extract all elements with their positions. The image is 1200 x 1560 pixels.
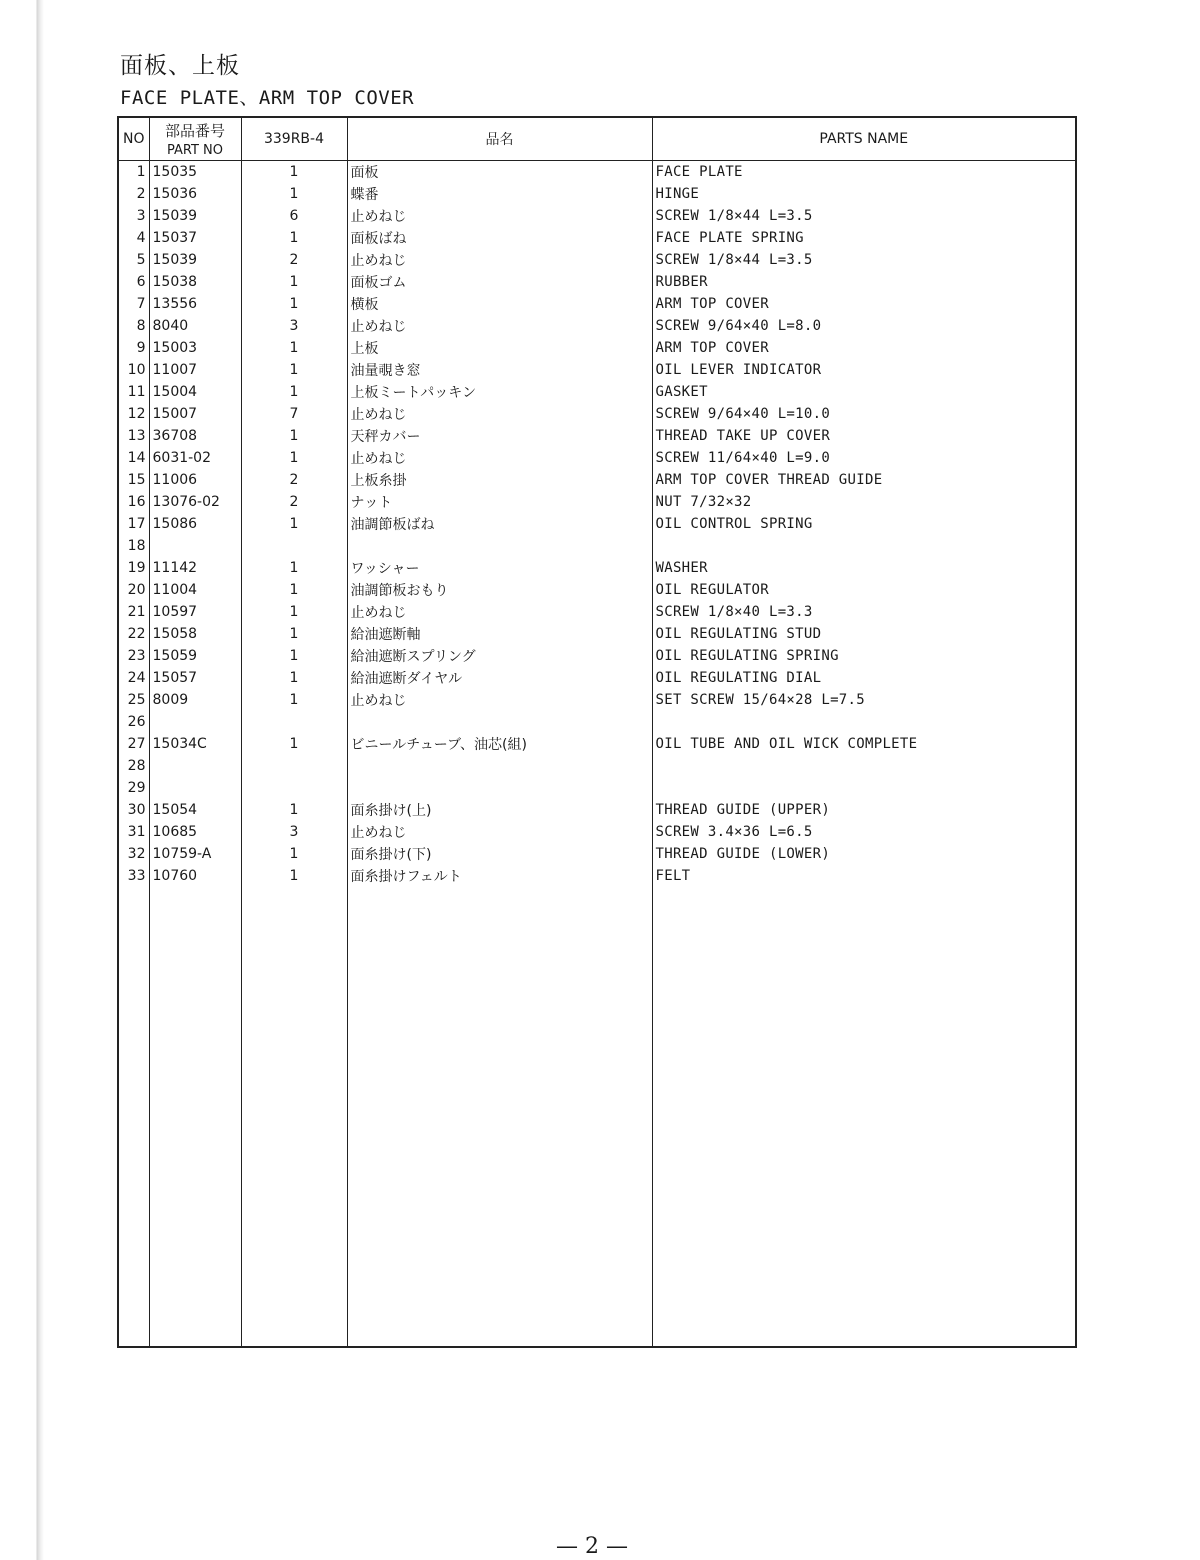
part-number: 15035 [149,161,241,184]
name-jp: 止めねじ [347,601,652,623]
row-no: 13 [119,425,149,447]
name-jp: 蝶番 [347,183,652,205]
table-row [119,601,1075,623]
quantity: 1 [241,337,347,359]
table-header-row [119,118,1075,161]
part-number: 15058 [149,623,241,645]
name-en: OIL CONTROL SPRING [655,516,813,532]
table-row [119,821,1075,843]
filler-cell [119,887,149,1346]
scan-edge [0,0,44,1560]
row-no: 33 [119,865,149,887]
quantity: 2 [241,491,347,513]
table-row [119,843,1075,865]
filler-cell [149,887,241,1346]
quantity: 2 [241,249,347,271]
part-number: 15004 [149,381,241,403]
quantity [241,755,347,777]
table-row [119,799,1075,821]
row-no: 28 [119,755,149,777]
filler-cell [241,887,347,1346]
table-row [119,865,1075,887]
part-number: 15054 [149,799,241,821]
part-number: 15086 [149,513,241,535]
row-no: 15 [119,469,149,491]
part-number: 15039 [149,249,241,271]
quantity: 1 [241,667,347,689]
part-number: 15038 [149,271,241,293]
row-no: 10 [119,359,149,381]
quantity: 3 [241,315,347,337]
row-no: 11 [119,381,149,403]
part-number [149,535,241,557]
table-row [119,271,1075,293]
name-en: THREAD TAKE UP COVER [655,428,831,444]
name-en: WASHER [655,560,708,576]
quantity: 3 [241,821,347,843]
table-row [119,227,1075,249]
row-no: 27 [119,733,149,755]
quantity: 1 [241,381,347,403]
part-number: 15057 [149,667,241,689]
name-jp: 止めねじ [347,315,652,337]
part-number: 8009 [149,689,241,711]
part-number: 15039 [149,205,241,227]
table-row [119,623,1075,645]
quantity: 1 [241,689,347,711]
name-jp: 横板 [347,293,652,315]
name-en: OIL TUBE AND OIL WICK COMPLETE [655,736,918,752]
name-jp: 天秤カバー [347,425,652,447]
quantity: 1 [241,601,347,623]
name-en [652,755,1075,777]
parts-table [119,118,1075,1346]
page-title-jp: 面板、上板 [120,53,240,79]
row-no: 25 [119,689,149,711]
filler-cell [347,887,652,1346]
part-number: 15036 [149,183,241,205]
part-number: 11142 [149,557,241,579]
header-name-jp: 品名 [347,118,652,161]
quantity: 1 [241,557,347,579]
part-number: 15007 [149,403,241,425]
quantity [241,777,347,799]
table-row [119,425,1075,447]
table-row [119,557,1075,579]
name-jp: 給油遮断スプリング [347,645,652,667]
quantity: 1 [241,271,347,293]
row-no: 23 [119,645,149,667]
name-jp: 面糸掛け(下) [347,843,652,865]
name-jp [347,755,652,777]
part-number: 10597 [149,601,241,623]
name-en: NUT 7/32×32 [655,494,752,510]
table-row [119,447,1075,469]
quantity: 1 [241,161,347,184]
row-no: 9 [119,337,149,359]
name-en: SCREW 1/8×40 L=3.3 [655,604,813,620]
part-number: 36708 [149,425,241,447]
part-number: 13076-02 [149,491,241,513]
name-en: SET SCREW 15/64×28 L=7.5 [655,692,865,708]
table-row [119,293,1075,315]
table-row [119,205,1075,227]
name-jp: 上板糸掛 [347,469,652,491]
table-row [119,337,1075,359]
name-jp: 面板 [347,161,652,184]
row-no: 14 [119,447,149,469]
quantity: 1 [241,359,347,381]
table-row [119,579,1075,601]
row-no: 26 [119,711,149,733]
name-jp: ワッシャー [347,557,652,579]
name-en: ARM TOP COVER [655,296,769,312]
quantity: 1 [241,579,347,601]
header-no: NO [119,118,149,161]
name-en: HINGE [655,186,700,202]
name-en: ARM TOP COVER [655,340,769,356]
row-no: 30 [119,799,149,821]
name-jp: 面板ゴム [347,271,652,293]
table-row [119,315,1075,337]
table-row [119,249,1075,271]
row-no: 8 [119,315,149,337]
row-no: 2 [119,183,149,205]
table-row [119,381,1075,403]
table-row [119,491,1075,513]
table-row [119,513,1075,535]
part-number: 6031-02 [149,447,241,469]
row-no: 6 [119,271,149,293]
name-jp: ナット [347,491,652,513]
table-row [119,777,1075,799]
row-no: 18 [119,535,149,557]
quantity: 7 [241,403,347,425]
name-en: SCREW 9/64×40 L=10.0 [655,406,831,422]
name-jp [347,777,652,799]
quantity: 6 [241,205,347,227]
row-no: 19 [119,557,149,579]
name-en: ARM TOP COVER THREAD GUIDE [655,472,883,488]
part-number: 11004 [149,579,241,601]
name-jp [347,535,652,557]
name-en: FELT [655,868,691,884]
part-number [149,711,241,733]
header-part-no [149,118,241,161]
table-row [119,403,1075,425]
part-number: 11007 [149,359,241,381]
parts-table-frame [117,116,1077,1348]
name-en: THREAD GUIDE (LOWER) [655,846,831,862]
quantity: 1 [241,865,347,887]
table-row [119,535,1075,557]
header-model: 339RB-4 [241,118,347,161]
part-number: 15059 [149,645,241,667]
quantity: 1 [241,447,347,469]
page-number: — 2 — [556,1534,628,1559]
quantity: 1 [241,623,347,645]
name-en [652,777,1075,799]
row-no: 21 [119,601,149,623]
name-en: SCREW 9/64×40 L=8.0 [655,318,822,334]
name-en: OIL REGULATING DIAL [655,670,822,686]
quantity: 1 [241,293,347,315]
table-row [119,733,1075,755]
part-number: 15034C [149,733,241,755]
name-en: SCREW 3.4×36 L=6.5 [655,824,813,840]
part-number [149,777,241,799]
table-row [119,161,1075,184]
quantity: 1 [241,733,347,755]
quantity: 1 [241,425,347,447]
table-row [119,183,1075,205]
name-jp: 油量覗き窓 [347,359,652,381]
header-part-no-en: PART NO [166,143,224,158]
header-name-en: PARTS NAME [652,118,1075,161]
name-jp: 止めねじ [347,447,652,469]
part-number: 11006 [149,469,241,491]
name-en: THREAD GUIDE (UPPER) [655,802,831,818]
name-en: OIL REGULATING STUD [655,626,822,642]
table-row [119,645,1075,667]
part-number: 13556 [149,293,241,315]
name-en: OIL REGULATING SPRING [655,648,839,664]
page-title-en: FACE PLATE、ARM TOP COVER [120,87,415,109]
quantity: 1 [241,227,347,249]
table-row [119,667,1075,689]
name-jp: 上板ミートパッキン [347,381,652,403]
name-en [652,535,1075,557]
name-jp: 給油遮断軸 [347,623,652,645]
name-en: OIL LEVER INDICATOR [655,362,822,378]
name-en: FACE PLATE [655,164,743,180]
name-jp [347,711,652,733]
name-jp: 止めねじ [347,403,652,425]
quantity: 1 [241,843,347,865]
name-en: GASKET [655,384,708,400]
name-jp: 止めねじ [347,689,652,711]
name-jp: 油調節板ばね [347,513,652,535]
table-filler-row [119,887,1075,1346]
quantity: 2 [241,469,347,491]
name-en [652,711,1075,733]
part-number: 10759-A [149,843,241,865]
name-jp: 面糸掛けフェルト [347,865,652,887]
name-en: FACE PLATE SPRING [655,230,804,246]
quantity: 1 [241,645,347,667]
part-number [149,755,241,777]
row-no: 16 [119,491,149,513]
name-jp: 面糸掛け(上) [347,799,652,821]
name-jp: 止めねじ [347,205,652,227]
quantity: 1 [241,183,347,205]
name-jp: 止めねじ [347,821,652,843]
name-en: RUBBER [655,274,708,290]
row-no: 20 [119,579,149,601]
quantity [241,535,347,557]
filler-cell [652,887,1075,1346]
table-row [119,469,1075,491]
name-jp: 上板 [347,337,652,359]
name-en: SCREW 1/8×44 L=3.5 [655,208,813,224]
table-row [119,689,1075,711]
row-no: 22 [119,623,149,645]
row-no: 12 [119,403,149,425]
row-no: 32 [119,843,149,865]
part-number: 10685 [149,821,241,843]
part-number: 8040 [149,315,241,337]
row-no: 3 [119,205,149,227]
name-jp: 油調節板おもり [347,579,652,601]
part-number: 10760 [149,865,241,887]
name-en: SCREW 1/8×44 L=3.5 [655,252,813,268]
row-no: 31 [119,821,149,843]
row-no: 5 [119,249,149,271]
quantity [241,711,347,733]
name-jp: 給油遮断ダイヤル [347,667,652,689]
name-jp: 面板ばね [347,227,652,249]
name-jp: ビニールチューブ、油芯(組) [347,733,652,755]
part-number: 15037 [149,227,241,249]
row-no: 17 [119,513,149,535]
quantity: 1 [241,799,347,821]
name-jp: 止めねじ [347,249,652,271]
row-no: 29 [119,777,149,799]
table-row [119,359,1075,381]
table-row [119,755,1075,777]
row-no: 24 [119,667,149,689]
row-no: 4 [119,227,149,249]
part-number: 15003 [149,337,241,359]
name-en: SCREW 11/64×40 L=9.0 [655,450,831,466]
header-part-no-jp: 部品番号 [164,122,225,140]
row-no: 1 [119,161,149,184]
name-en: OIL REGULATOR [655,582,769,598]
row-no: 7 [119,293,149,315]
quantity: 1 [241,513,347,535]
table-row [119,711,1075,733]
